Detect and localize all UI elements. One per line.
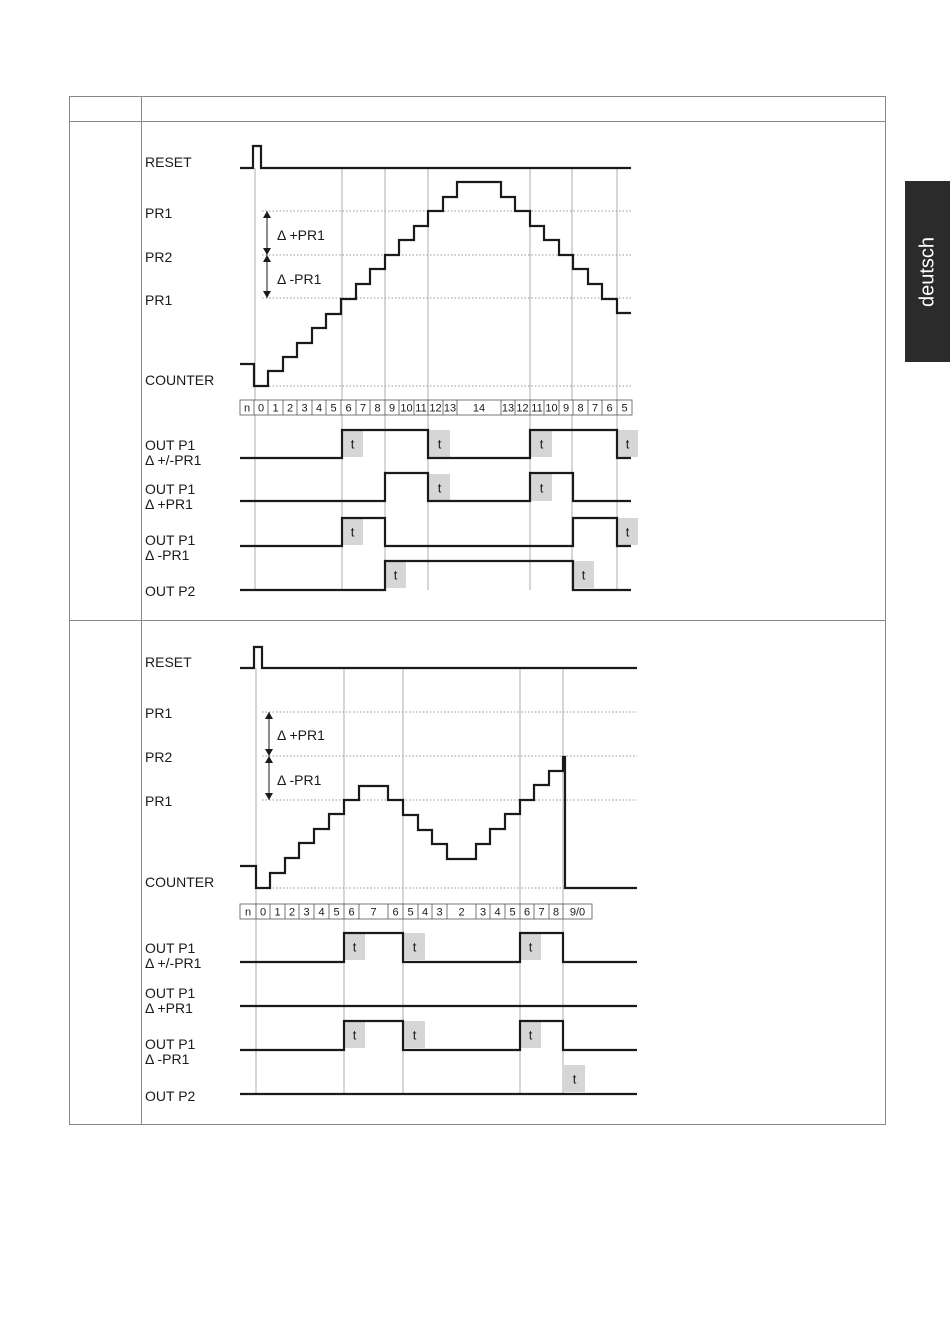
timer-label: t <box>528 1027 533 1043</box>
sequence-cell-1: 0 <box>259 906 267 919</box>
timer-label: t <box>539 436 544 452</box>
output-3-waveform <box>240 518 631 546</box>
sequence-cell-3: 2 <box>288 906 296 919</box>
sequence-cell-16: 13 <box>501 402 515 415</box>
timer-label: t <box>437 436 442 452</box>
pr1-upper-label: PR1 <box>145 705 173 721</box>
timer-label: t <box>572 1071 577 1087</box>
sequence-cell-2: 1 <box>274 906 281 919</box>
arrow-down-icon <box>265 793 273 800</box>
sequence-cell-20: 9/0 <box>569 906 586 919</box>
sequence-cell-14: 3 <box>479 906 487 919</box>
timer-label: t <box>352 1027 357 1043</box>
timer-label: t <box>393 567 398 583</box>
sequence-cell-10: 5 <box>407 906 414 919</box>
out1-name-label: OUT P1 <box>145 940 196 956</box>
sequence-cell-3: 2 <box>286 402 294 415</box>
out2-mode-label: Δ +PR1 <box>145 1000 193 1016</box>
sequence-cell-7: 6 <box>348 906 355 919</box>
delta-minus-label: Δ -PR1 <box>277 772 322 788</box>
timer-label: t <box>437 480 442 496</box>
timer-label: t <box>412 939 417 955</box>
reset-label: RESET <box>145 154 192 170</box>
delta-plus-label: Δ +PR1 <box>277 227 325 243</box>
sequence-cell-5: 4 <box>315 402 323 415</box>
sequence-cell-13: 2 <box>458 906 465 919</box>
sequence-cell-18: 11 <box>531 402 543 415</box>
sequence-cell-1: 0 <box>257 402 265 415</box>
sequence-cell-20: 9 <box>562 402 570 415</box>
sequence-cell-11: 4 <box>421 906 429 919</box>
reset-waveform <box>240 146 631 168</box>
timer-label: t <box>625 524 630 540</box>
diagram-1 <box>145 146 638 599</box>
pr1-lower-label: PR1 <box>145 292 173 308</box>
out4-name-label: OUT P2 <box>145 1088 196 1104</box>
arrow-up-icon <box>263 211 271 218</box>
sequence-cell-18: 7 <box>538 906 545 919</box>
sequence-cell-15: 4 <box>494 906 501 919</box>
language-tab <box>905 181 950 362</box>
sequence-cell-21: 8 <box>577 402 584 415</box>
out3-name-label: OUT P1 <box>145 532 196 548</box>
sequence-cell-10: 9 <box>388 402 396 415</box>
sequence-cell-9: 8 <box>374 402 381 415</box>
sequence-cell-16: 5 <box>509 906 516 919</box>
sequence-cell-11: 10 <box>400 402 413 415</box>
sequence-cell-4: 3 <box>303 906 310 919</box>
timer-label: t <box>350 436 355 452</box>
sequence-cell-0: n <box>244 906 252 919</box>
out2-name-label: OUT P1 <box>145 481 196 497</box>
pr2-label: PR2 <box>145 249 173 265</box>
arrow-down-icon <box>265 749 273 756</box>
pr2-label: PR2 <box>145 749 173 765</box>
out1-mode-label: Δ +/-PR1 <box>145 955 202 971</box>
out1-mode-label: Δ +/-PR1 <box>145 452 202 468</box>
sequence-cell-15: 14 <box>472 402 486 415</box>
out3-mode-label: Δ -PR1 <box>145 547 190 563</box>
pr1-lower-label: PR1 <box>145 793 173 809</box>
arrow-down-icon <box>263 291 271 298</box>
arrow-up-icon <box>265 712 273 719</box>
delta-plus-label: Δ +PR1 <box>277 727 325 743</box>
sequence-cell-2: 1 <box>272 402 279 415</box>
sequence-cell-17: 12 <box>516 402 529 415</box>
diagram-1-waveforms <box>240 146 638 590</box>
timer-label: t <box>539 480 544 496</box>
reset-label: RESET <box>145 654 192 670</box>
timer-label: t <box>412 1027 417 1043</box>
diagram-2-waveforms <box>240 647 637 1094</box>
counter-label: COUNTER <box>145 372 215 388</box>
out3-mode-label: Δ -PR1 <box>145 1051 190 1067</box>
output-1-waveform <box>240 933 637 962</box>
sequence-cell-0: n <box>243 402 251 415</box>
out1-name-label: OUT P1 <box>145 437 196 453</box>
sequence-cell-6: 5 <box>333 906 340 919</box>
pr1-upper-label: PR1 <box>145 205 173 221</box>
out2-mode-label: Δ +PR1 <box>145 496 193 512</box>
language-tab-label: deutsch <box>916 236 938 307</box>
sequence-cell-4: 3 <box>301 402 308 415</box>
sequence-cell-19: 8 <box>552 906 560 919</box>
sequence-cell-9: 6 <box>392 906 399 919</box>
sequence-cell-24: 5 <box>621 402 628 415</box>
counter-label: COUNTER <box>145 874 215 890</box>
reset-waveform <box>240 647 637 668</box>
arrow-up-icon <box>263 255 271 262</box>
sequence-cell-12: 11 <box>415 402 427 415</box>
sequence-cell-8: 7 <box>359 402 367 415</box>
delta-minus-label: Δ -PR1 <box>277 271 322 287</box>
sequence-cell-22: 7 <box>591 402 599 415</box>
sequence-cell-5: 4 <box>318 906 325 919</box>
output-3-waveform <box>240 1021 637 1050</box>
timer-label: t <box>528 939 533 955</box>
arrow-up-icon <box>265 756 273 763</box>
timer-label: t <box>625 436 630 452</box>
sequence-cell-6: 5 <box>330 402 337 415</box>
sequence-cell-13: 12 <box>429 402 442 415</box>
sequence-cell-19: 10 <box>545 402 558 415</box>
sequence-cell-8: 7 <box>370 906 377 919</box>
sequence-cell-17: 6 <box>523 906 531 919</box>
sequence-cell-23: 6 <box>606 402 613 415</box>
timer-label: t <box>581 567 586 583</box>
timer-label: t <box>350 524 355 540</box>
diagram-2 <box>145 647 637 1104</box>
out2-name-label: OUT P1 <box>145 985 196 1001</box>
out4-name-label: OUT P2 <box>145 583 196 599</box>
arrow-down-icon <box>263 248 271 255</box>
timer-label: t <box>352 939 357 955</box>
output-4-waveform <box>240 561 631 590</box>
sequence-cell-7: 6 <box>345 402 352 415</box>
out3-name-label: OUT P1 <box>145 1036 196 1052</box>
sequence-cell-14: 13 <box>443 402 457 415</box>
sequence-cell-12: 3 <box>436 906 443 919</box>
